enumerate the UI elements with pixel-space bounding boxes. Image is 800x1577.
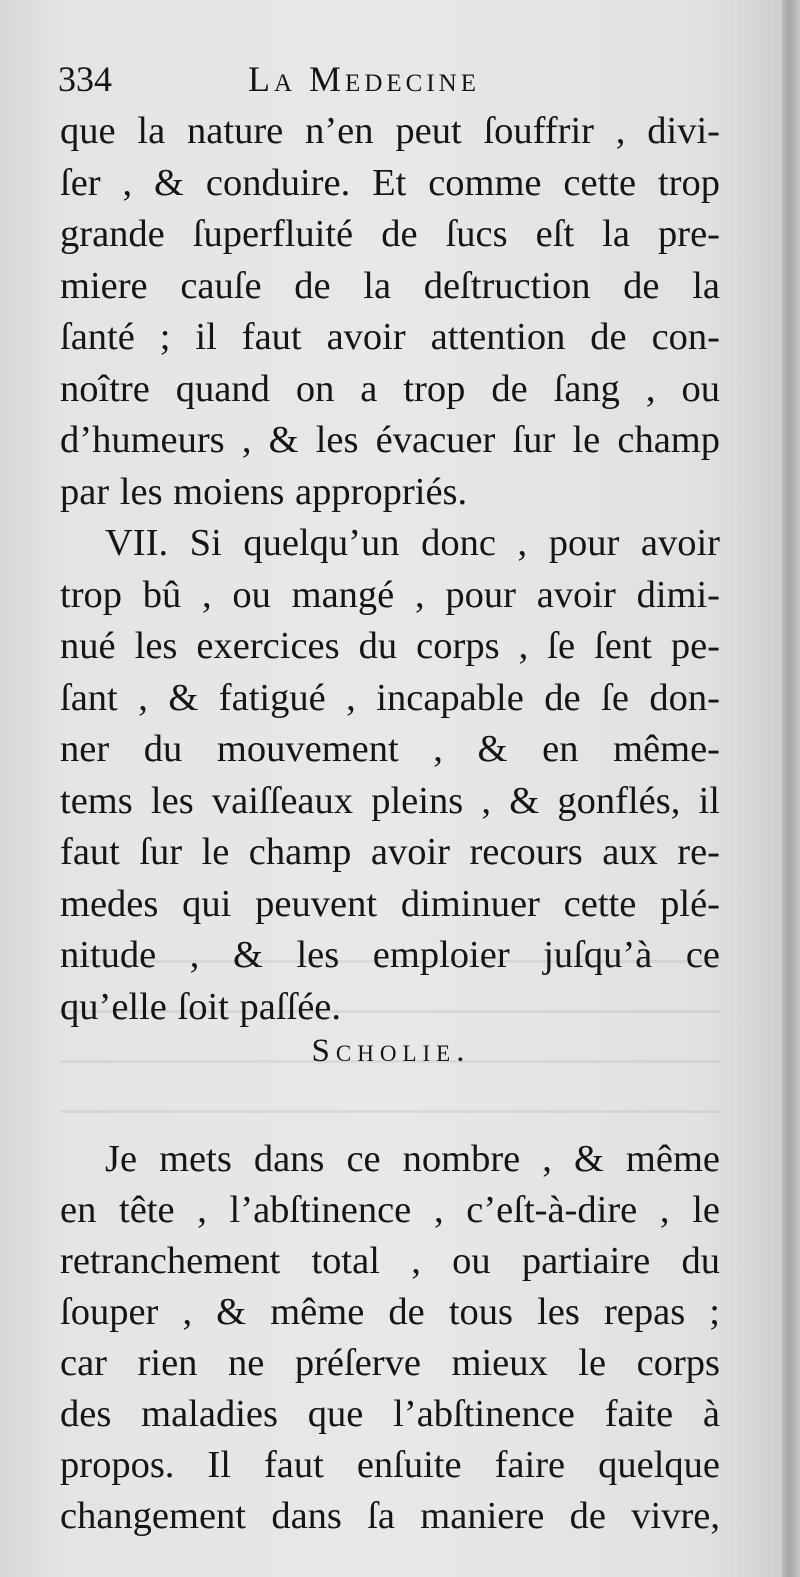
text-line: que la nature n’en peut ſouffrir , divi- — [60, 110, 720, 152]
text-line: ſer , & conduire. Et comme cette trop — [60, 161, 720, 204]
text-line: trop bû , ou mangé , pour avoir dimi- — [60, 573, 720, 616]
page-number: 334 — [58, 59, 112, 99]
text-line: car rien ne préſerve mieux le corps — [60, 1342, 720, 1384]
text-line: qu’elle ſoit paſſée. — [60, 985, 342, 1028]
text-line: tems les vaiſſeaux pleins , & gonflés, il — [60, 779, 720, 822]
text-line: ſant , & fatigué , incapable de ſe don- — [60, 676, 720, 719]
page-header — [58, 58, 718, 108]
text-line: VII. Si quelqu’un donc , pour avoir — [105, 522, 720, 564]
text-line: grande ſuperfluité de ſucs eſt la pre- — [60, 213, 720, 255]
text-line: Je mets dans ce nombre , & même — [105, 1138, 720, 1180]
text-line: ſanté ; il faut avoir attention de con- — [60, 316, 720, 358]
text-line: faut ſur le champ avoir recours aux re- — [60, 831, 720, 873]
text-line: des maladies que l’abſtinence faite à — [60, 1393, 720, 1435]
text-line: changement dans ſa maniere de vivre, — [60, 1495, 720, 1537]
text-line: ſouper , & même de tous les repas ; — [60, 1291, 720, 1333]
main-text — [60, 106, 720, 1033]
page-edge — [782, 0, 800, 1577]
scholie-text — [60, 1134, 720, 1542]
text-line: en tête , l’abſtinence , c’eſt-à-dire , le — [60, 1189, 720, 1231]
text-line: par les moiens appropriés. — [60, 470, 468, 513]
text-line: ner du mouvement , & en même- — [60, 728, 720, 770]
text-line: propos. Il faut enſuite faire quelque — [60, 1444, 720, 1486]
text-line: retranchement total , ou partiaire du — [60, 1240, 720, 1282]
text-line: noître quand on a trop de ſang , ou — [60, 367, 720, 410]
text-line: d’humeurs , & les évacuer ſur le champ — [60, 419, 720, 461]
text-line: nitude , & les emploier juſqu’à ce — [60, 934, 720, 976]
text-line: medes qui peuvent diminuer cette plé- — [60, 882, 720, 925]
text-line: miere cauſe de la deſtruction de la — [60, 264, 720, 307]
text-line: nué les exercices du corps , ſe ſent pe- — [60, 625, 720, 667]
section-heading: Scholie. — [311, 1033, 471, 1069]
running-title: La Medecine — [248, 59, 480, 99]
